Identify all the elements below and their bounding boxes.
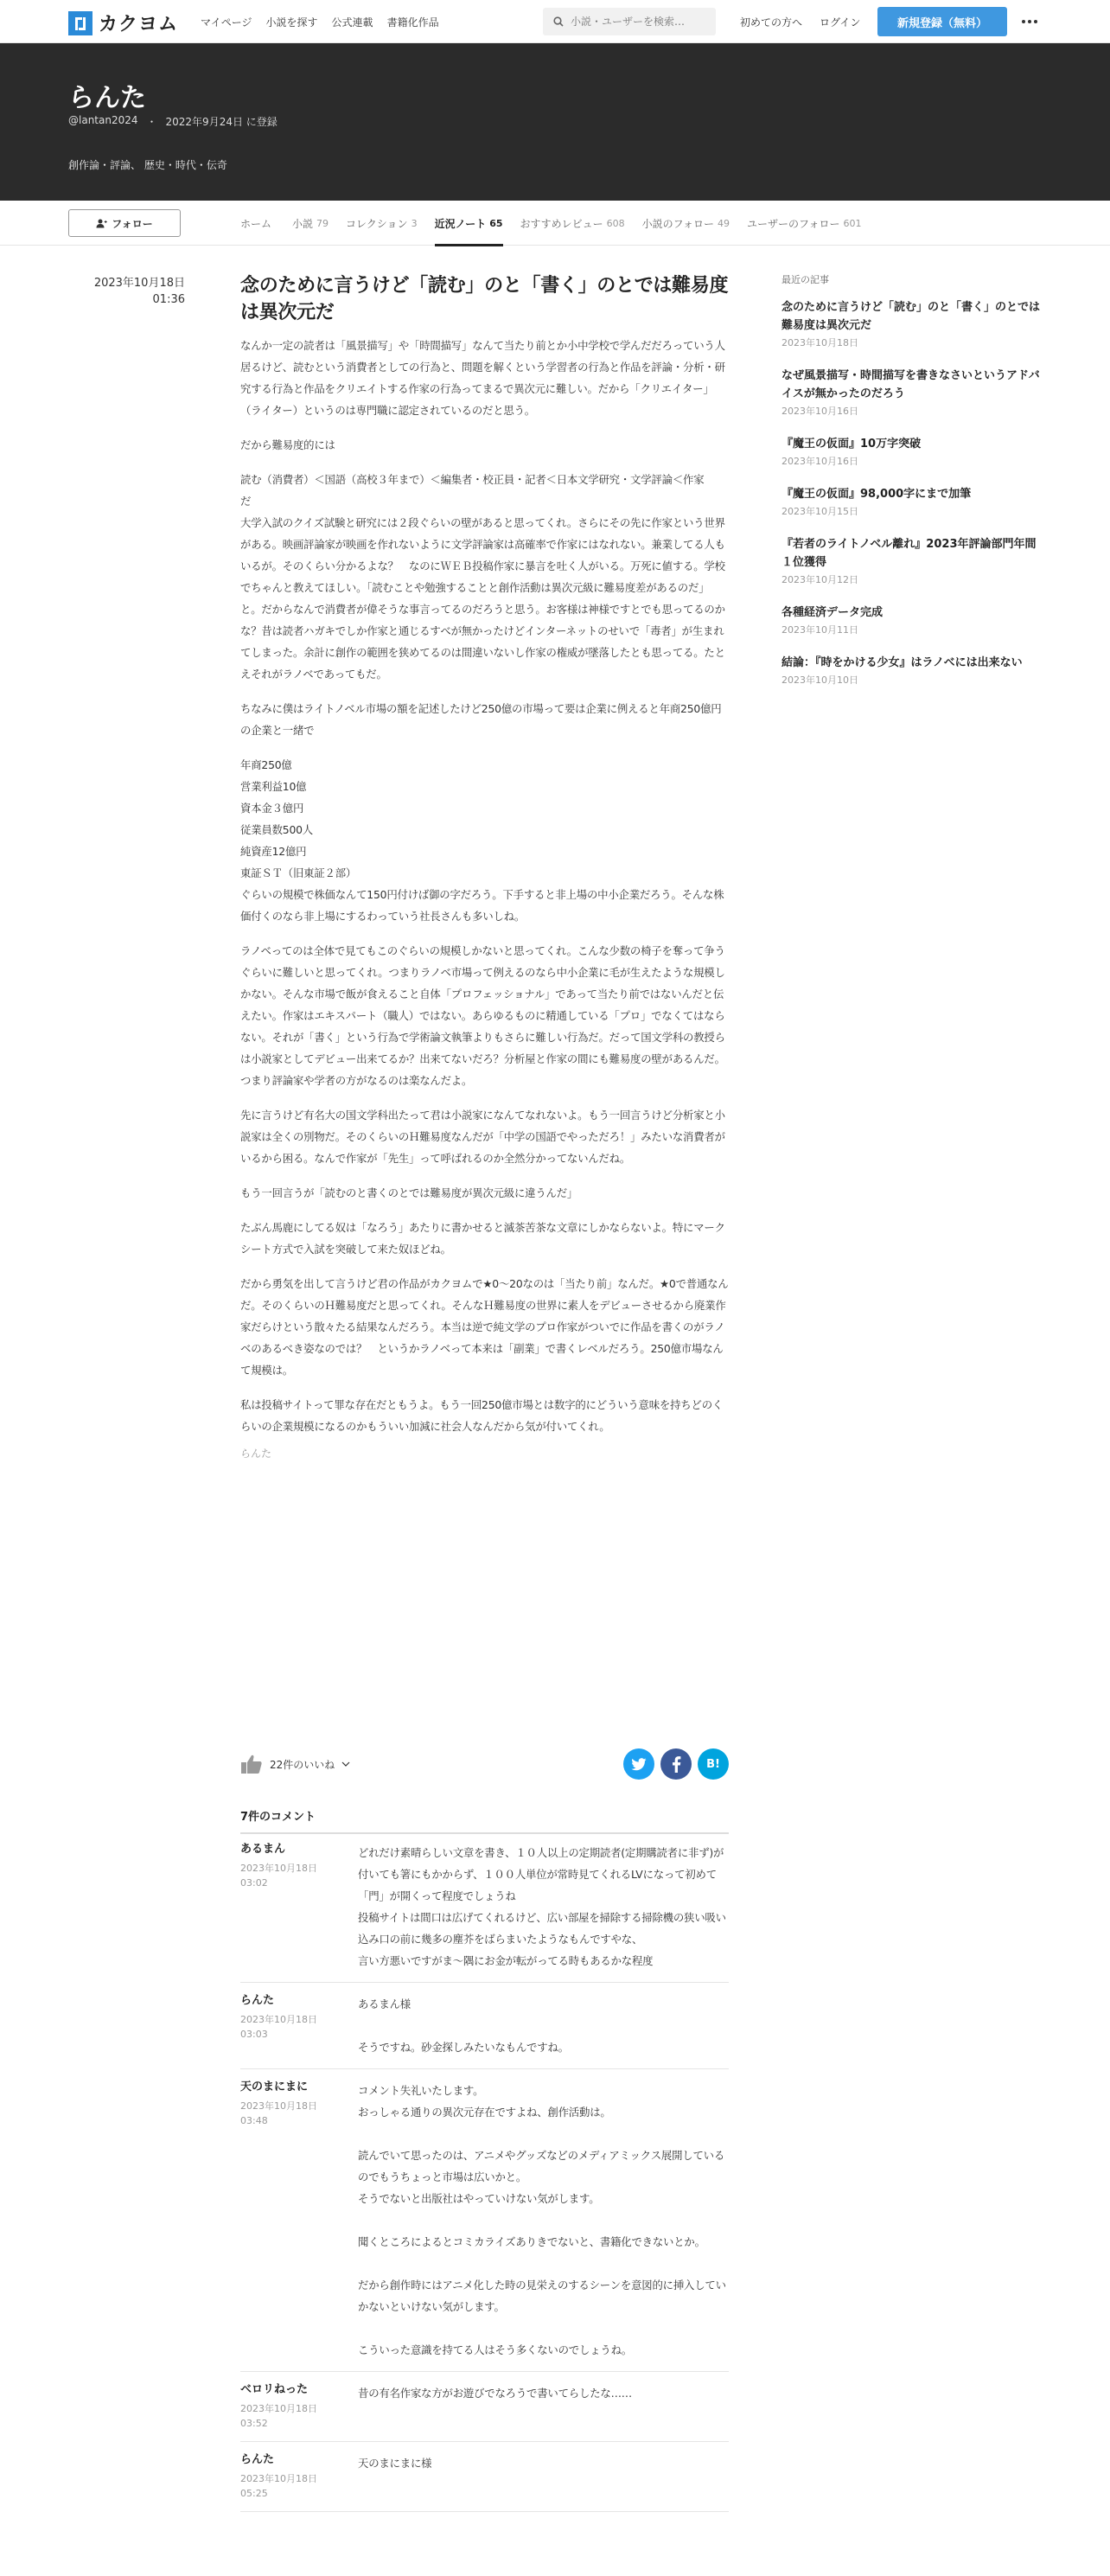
article [240, 272, 729, 1461]
paragraph: ラノベってのは全体で見てもこのぐらいの規模しかないと思ってくれ。こんな少数の椅子を奪って争うぐらいに難しいと思ってくれ。つまりラノベ市場って例えるのなら中小企業に毛が生えたような規模しかない。そんな市場で飯が食えること自体「プロフェッショナル」であって当たり前ではないんだと伝えたい。作家はエキスパート（職人）ではない。あらゆるものに精通している「プロ」でなくてはならない。それが「書く」という行為で学術論文執筆よりもさらに難しい行為だ。だって国文学科の教授らは小説家としてデビュー出来てるか？出来てないだろ？分析屋と作家の間にも難易度の壁があるんだ。つまり評論家や学者の方がなるのは楽なんだよ。 [240, 944, 725, 1087]
user-genres: 創作論・評論、 歴史・時代・伝奇 [68, 159, 227, 171]
comment-author[interactable]: らんた [240, 2453, 275, 2466]
share-buttons [623, 1748, 729, 1780]
logo-text: カクヨム [99, 14, 179, 35]
tab-novels[interactable]: 小説 79 [292, 217, 329, 230]
sidebar-article[interactable]: 『魔王の仮面』98,000字にまで加筆 2023年10月15日 [781, 488, 972, 517]
comment-text: あるまん様 そうですね。砂金探しみたいなもんですね。 [358, 1998, 569, 2054]
nav-mypage[interactable]: マイページ [201, 16, 252, 29]
paragraph: 年商250億 営業利益10億 資本金３億円 従業員数500人 純資産12億円 東証ＳＴ（旧東証２部） ぐらいの規模で株価なんて150円付けば御の字だろう。下手すると非上場の中小企業だろう。そんな株価付くのなら非上場にするわっていう社長さんも多いしね。 [240, 758, 724, 923]
signup-button[interactable]: 新規登録（無料） [877, 7, 1007, 36]
twitter-share-icon[interactable] [623, 1748, 654, 1780]
paragraph: 私は投稿サイトって罪な存在だともうよ。もう一回250億市場とは数字的にどういう意味を持ちどのくらいの企業規模になるのかもういい加減に社会人なんだから気が付いてくれ。 [240, 1398, 724, 1433]
paragraph: たぶん馬鹿にしてる奴は「なろう」あたりに書かせると滅茶苦茶な文章にしかならないよ。特にマークシート方式で入試を突破して来た奴ほどね。 [240, 1221, 725, 1256]
comment-date: 2023年10月18日 03:03 [240, 2014, 317, 2040]
sidebar-article[interactable]: 結論：『時をかける少女』はラノベには出来ない 2023年10月10日 [781, 656, 1023, 686]
article-signature: らんた [240, 1448, 272, 1460]
comment-date: 2023年10月18日 03:02 [240, 1863, 317, 1889]
thumbs-up-icon [240, 1754, 263, 1774]
facebook-share-icon[interactable] [660, 1748, 692, 1780]
comment-author[interactable]: あるまん [240, 1843, 286, 1856]
likes-count: 22件のいいね [270, 1758, 335, 1771]
sidebar-article[interactable]: なぜ風景描写・時間描写を書きなさいというアドバイスが無かったのだろう 2023年10月16日 [781, 369, 1040, 417]
article-body [240, 335, 729, 1437]
paragraph: ちなみに僕はライトノベル市場の額を記述したけど250億の市場って要は企業に例えると年商250億円の企業と一緒で [240, 702, 722, 737]
tab-novel-follows[interactable]: 小説のフォロー 49 [641, 217, 730, 230]
chevron-down-icon [341, 1761, 350, 1767]
post-date [68, 275, 185, 308]
nav-official-serials[interactable]: 公式連載 [331, 16, 373, 29]
comment-author[interactable]: ベロリねった [240, 2383, 309, 2396]
comment-text: 天のまにまに様 [358, 2457, 432, 2470]
comment-item [240, 2372, 729, 2442]
login-link[interactable]: ログイン [820, 16, 861, 29]
add-user-icon [96, 219, 107, 228]
more-icon[interactable] [1018, 10, 1041, 33]
comment-item [240, 1831, 729, 1983]
paragraph: 読む（消費者）＜国語（高校３年まで）＜編集者・校正員・記者＜日本文学研究・文学評論＜作家 だ 大学入試のクイズ試験と研究には２段ぐらいの壁があると思ってくれ。さらにその先に作家という世界がある。映画評論家が映画を作れないように文学評論家は高確率で作家にはなれない。兼業してる人もいるが。そのくらい分かるよな？ なのにＷＥＢ投稿作家に暴言を吐く人がいる。万死に値する。学校でちゃんと教えてほしい。「読むことや勉強することと創作活動は異次元級に難易度差があるのだ」と。だからなんで消費者が偉そうな事言ってるのだろうと思う。お客様は神様ですとでも思ってるのかな？昔は読者ハガキでしか作家と通じるすべが無かったけどインターネットのせいで「毒者」が生まれてしまった。余計に創作の範囲を狭めてるのは間違いないし作家の権威が墜落したとも思ってる。たとえそれがラノベであってもだ。 [240, 473, 725, 681]
comment-text: コメント失礼いたします。 おっしゃる通りの異次元存在ですよね、創作活動は。 読んでいて思ったのは、アニメやグッズなどのメディアミックス展開しているのでもうちょっと市場は広いかと。 そうでないと出版社はやっていけない気がします。 聞くところによるとコミカライズありきでないと、書籍化できないとか。 だから創作時にはアニメ化した時の見栄えのするシーンを意図的に挿入していかないといけない気がします。 こういった意識を持てる人はそう多くないのでしょうね。 [358, 2084, 726, 2356]
main-nav [201, 15, 439, 29]
sidebar-article[interactable]: 『若者のライトノベル離れ』2023年評論部門年間１位獲得 2023年10月12日 [781, 538, 1037, 585]
tab-home[interactable]: ホーム [240, 217, 272, 230]
site-logo[interactable] [68, 10, 178, 36]
paragraph: もう一回言うが「読むのと書くのとでは難易度が異次元級に違うんだ」 [240, 1186, 578, 1199]
sidebar-article[interactable]: 各種経済データ完成 2023年10月11日 [781, 606, 884, 636]
post-date-day: 2023年10月18日 [93, 277, 185, 290]
comment-date: 2023年10月18日 03:48 [240, 2100, 317, 2126]
registered-date: 2022年9月24日 に登録 [165, 116, 278, 128]
profile-tabs-row [0, 201, 1110, 246]
comment-date: 2023年10月18日 05:25 [240, 2473, 317, 2499]
comment-author[interactable]: らんた [240, 1994, 275, 2007]
comment-date: 2023年10月18日 03:52 [240, 2403, 317, 2429]
paragraph: 先に言うけど有名大の国文学科出たって君は小説家になんてなれないよ。もう一回言うけど分析家と小説家は全くの別物だ。そのくらいのＨ難易度なんだが「中学の国語でやっただろ！」みたいな消費者がいるから困る。なんで作家が「先生」って呼ばれるのか全然分かってないんだね。 [240, 1109, 725, 1165]
user-meta [68, 114, 278, 129]
comment-list [240, 1831, 729, 2512]
comment-text: どれだけ素晴らしい文章を書き、１０人以上の定期読者(定期購読者に非ず)が付いても箸にもかからず、１００人単位が常時見てくれるLVになって初めて「門」が開くって程度でしょうね 投稿サイトは間口は広げてくれるけど、広い部屋を掃除する掃除機の狭い吸い込み口の前に幾多の塵芥をばらまいたようなもんですやな、 言い方悪いですがま～隅にお金が転がってる時もあるかな程度 [358, 1846, 726, 1967]
post-date-time: 01:36 [152, 293, 185, 306]
top-header [0, 0, 1110, 43]
comment-author[interactable]: 天のまにまに [240, 2081, 309, 2093]
meta-separator: ・ [146, 116, 157, 128]
sidebar-heading: 最近の記事 [781, 274, 829, 285]
tab-user-follows[interactable]: ユーザーのフォロー 601 [747, 217, 862, 230]
tab-collections[interactable]: コレクション 3 [346, 217, 418, 230]
comments-heading: 7件のコメント [240, 1807, 729, 1834]
paragraph: だから難易度的には [240, 438, 335, 451]
search-input[interactable] [571, 16, 709, 28]
profile-banner [0, 43, 1110, 201]
sidebar-article[interactable]: 『魔王の仮面』10万字突破 2023年10月16日 [781, 438, 922, 467]
sidebar-article[interactable]: 念のために言うけど「読む」のと「書く」のとでは難易度は異次元だ 2023年10月18日 [781, 301, 1041, 348]
comment-item [240, 2069, 729, 2372]
comment-item [240, 2442, 729, 2512]
search-box[interactable] [543, 8, 716, 35]
user-handle: @lantan2024 [68, 114, 138, 126]
user-name: らんた [68, 83, 146, 113]
first-time-link[interactable]: 初めての方へ [740, 16, 803, 29]
recent-articles-sidebar [781, 272, 1041, 704]
hatena-bookmark-share-icon[interactable]: B! [698, 1748, 729, 1780]
follow-label: フォロー [112, 217, 153, 230]
search-icon [553, 16, 564, 27]
tabs [240, 201, 861, 246]
follow-button[interactable] [68, 209, 181, 237]
article-title: 念のために言うけど「読む」のと「書く」のとでは難易度は異次元だ [240, 275, 729, 323]
paragraph: だから勇気を出して言うけど君の作品がカクヨムで★0～20なのは「当たり前」なんだ。★0で普通なんだ。そのくらいのＨ難易度だと思ってくれ。そんなＨ難易度の世界に素人をデビューさせるから廃業作家だらけという散々たる結果なんだろう。本当は逆で純文学のプロ作家がついでに作品を書くのがラノベのあるべき姿なのでは？ というかラノベって本来は「副業」で書くレベルだろう。250億市場なんて規模は。 [240, 1277, 729, 1377]
like-button[interactable] [240, 1747, 350, 1781]
nav-published-works[interactable]: 書籍化作品 [386, 16, 439, 29]
likes-share-row [240, 1747, 729, 1781]
comment-item [240, 1983, 729, 2069]
tab-news-notes[interactable]: 近況ノート 65 [435, 201, 503, 246]
comment-text: 昔の有名作家な方がお遊びでなろうで書いてらしたな…… [358, 2387, 632, 2400]
nav-find-novels[interactable]: 小説を探す [265, 16, 318, 29]
paragraph: なんか一定の読者は「風景描写」や「時間描写」なんて当たり前とか小中学校で学んだだろっていう人居るけど、読むという消費者としての行為と、問題を解くという学習者の行為と作品を評論・分析・研究する行為と作品をクリエイトする作家の行為ってまるで異次元に難しい。だから「クリエイター」（ライター）というのは専門職に認定されているのだと思う。 [240, 339, 725, 417]
logo-icon [68, 11, 92, 35]
tab-recommended-reviews[interactable]: おすすめレビュー 608 [520, 217, 625, 230]
